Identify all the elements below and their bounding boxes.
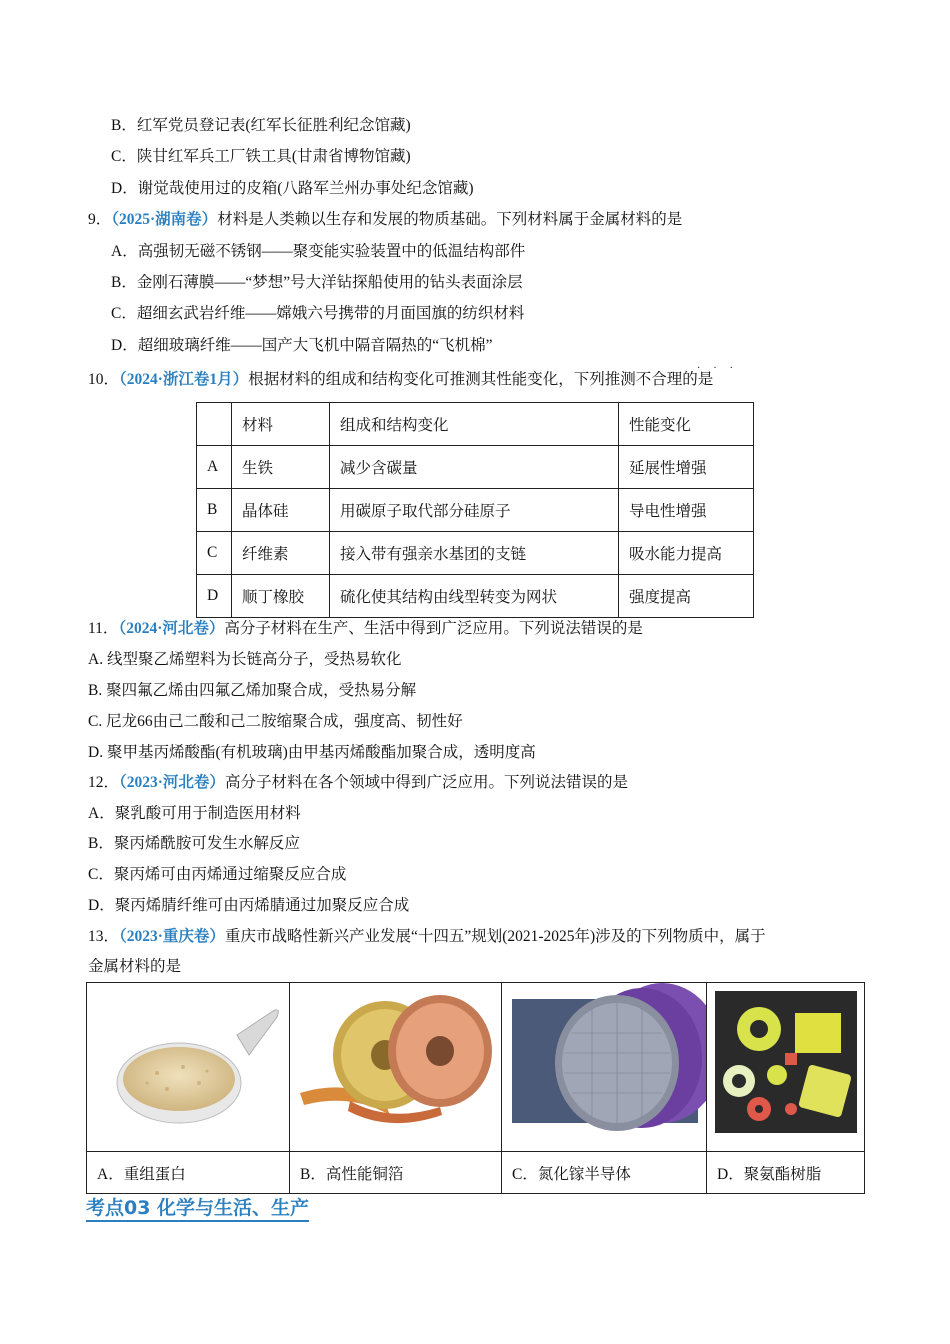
q9-source-tag: （2025·湖南卷）: [111, 211, 218, 228]
table-cell: 生铁: [232, 446, 330, 489]
q9-stem-text: 材料是人类赖以生存和发展的物质基础。下列材料属于金属材料的是: [217, 211, 683, 228]
caption-c: C．氮化镓半导体: [502, 1152, 707, 1194]
table-cell: A: [197, 446, 232, 489]
q12-stem-text: 高分子材料在各个领域中得到广泛应用。下列说法错误的是: [224, 774, 628, 791]
q11-option-a: A. 线型聚乙烯塑料为长链高分子，受热易软化: [88, 651, 402, 668]
q11-option-b: B. 聚四氟乙烯由四氟乙烯加聚合成，受热易分解: [88, 682, 417, 699]
q11-stem: [88, 618, 643, 640]
table-row: [197, 446, 754, 489]
table-cell: 用碳原子取代部分硅原子: [330, 489, 619, 532]
polyurethane-resin-image: [707, 983, 864, 1146]
table-cell: 晶体硅: [232, 489, 330, 532]
section-heading: 考点03 化学与生活、生产: [86, 1196, 309, 1222]
q12-number: 12．: [88, 774, 120, 791]
q11-number: 11．: [88, 620, 119, 637]
table-row: [197, 575, 754, 618]
q10-stem-text: 根据材料的组成和结构变化可推测其性能变化，下列推测: [248, 371, 636, 388]
table-cell: C: [197, 532, 232, 575]
q11-stem-text: 高分子材料在生产、生活中得到广泛应用。下列说法错误的是: [224, 620, 643, 637]
q10-number: 10．: [88, 371, 120, 388]
table-cell: 组成和结构变化: [330, 403, 619, 446]
q12-stem: [88, 772, 628, 794]
q8-option-d: D．谢觉哉使用过的皮箱(八路军兰州办事处纪念馆藏): [111, 180, 474, 197]
table-cell: 顺丁橡胶: [232, 575, 330, 618]
table-cell: 导电性增强: [619, 489, 754, 532]
q11-option-c: C. 尼龙66由己二酸和己二胺缩聚合成，强度高、韧性好: [88, 713, 463, 730]
table-cell: 强度提高: [619, 575, 754, 618]
table-cell: 接入带有强亲水基团的支链: [330, 532, 619, 575]
table-row: [87, 1152, 865, 1194]
table-cell: 吸水能力提高: [619, 532, 754, 575]
q8-option-c: C．陕甘红军兵工厂铁工具(甘肃省博物馆藏): [111, 148, 411, 165]
q12-option-c: C．聚丙烯可由丙烯通过缩聚反应合成: [88, 866, 347, 883]
q9-number: 9．: [88, 211, 112, 228]
table-cell: 纤维素: [232, 532, 330, 575]
copper-foil-image: [290, 983, 501, 1146]
q10-stem-emphasis: 不合理: [635, 371, 683, 388]
image-cell-b: [290, 983, 502, 1152]
q9-option-d: D．超细玻璃纤维——国产大飞机中隔音隔热的“飞机棉”: [111, 337, 493, 354]
image-cell-d: [707, 983, 865, 1152]
emphasis-dots: ···: [697, 363, 746, 374]
gan-wafer-image: [502, 983, 706, 1146]
table-cell: 延展性增强: [619, 446, 754, 489]
table-row: [197, 532, 754, 575]
q10-source-tag: （2024·浙江卷1月）: [119, 371, 249, 388]
q8-option-b: B．红军党员登记表(红军长征胜利纪念馆藏): [111, 117, 411, 134]
q10-stem: [88, 369, 713, 391]
q12-option-d: D．聚丙烯腈纤维可由丙烯腈通过加聚反应合成: [88, 897, 410, 914]
q13-number: 13．: [88, 928, 120, 945]
image-cell-a: [87, 983, 290, 1152]
q13-stem: [88, 926, 766, 948]
q9-option-a: A．高强韧无磁不锈钢——聚变能实验装置中的低温结构部件: [111, 243, 526, 260]
q11-source-tag: （2024·河北卷）: [118, 620, 225, 637]
table-cell: 减少含碳量: [330, 446, 619, 489]
q9-option-c: C．超细玄武岩纤维——嫦娥六号携带的月面国旗的纺织材料: [111, 305, 525, 322]
table-header-row: [197, 403, 754, 446]
q11-option-d: D. 聚甲基丙烯酸酯(有机玻璃)由甲基丙烯酸酯加聚合成，透明度高: [88, 744, 536, 761]
q10-table: [196, 402, 754, 618]
q9-option-b: B．金刚石薄膜——“梦想”号大洋钻探船使用的钻头表面涂层: [111, 274, 523, 291]
table-cell: 硫化使其结构由线型转变为网状: [330, 575, 619, 618]
q13-source-tag: （2023·重庆卷）: [119, 928, 225, 945]
q12-option-a: A．聚乳酸可用于制造医用材料: [88, 805, 301, 822]
image-cell-c: [502, 983, 707, 1152]
caption-d: D．聚氨酯树脂: [707, 1152, 865, 1194]
q10-stem-tail: 的是: [682, 371, 714, 388]
caption-a: A．重组蛋白: [87, 1152, 290, 1194]
table-cell: D: [197, 575, 232, 618]
table-cell: B: [197, 489, 232, 532]
table-row: [87, 983, 865, 1152]
caption-b: B．高性能铜箔: [290, 1152, 502, 1194]
q9-stem: [88, 209, 682, 231]
table-cell: [197, 403, 232, 446]
q12-source-tag: （2023·河北卷）: [119, 774, 225, 791]
protein-powder-image: [87, 983, 289, 1146]
table-row: [197, 489, 754, 532]
q12-option-b: B．聚丙烯酰胺可发生水解反应: [88, 835, 300, 852]
table-cell: 材料: [232, 403, 330, 446]
q13-stem-line2: 金属材料的是: [88, 958, 182, 975]
table-cell: 性能变化: [619, 403, 754, 446]
q13-stem-text: 重庆市战略性新兴产业发展“十四五”规划(2021-2025年)涉及的下列物质中，属于: [224, 928, 766, 945]
q13-image-table: [86, 982, 865, 1194]
